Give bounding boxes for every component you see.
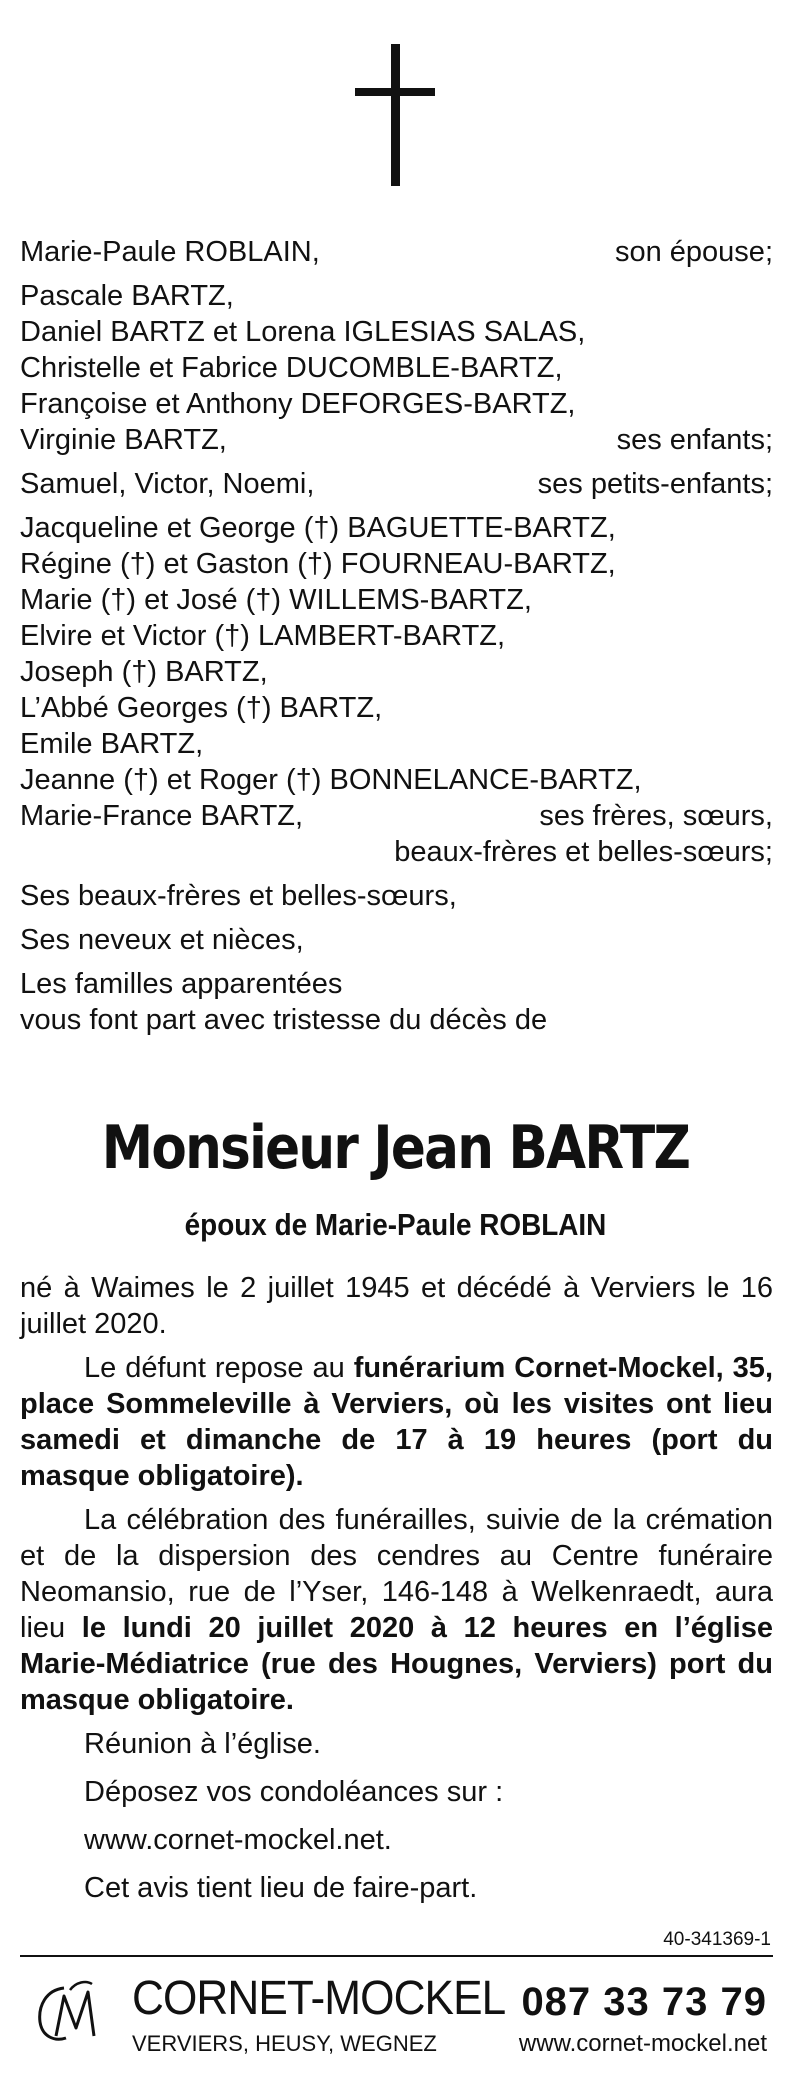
birth-death-line: né à Waimes le 2 juillet 1945 et décédé à Verviers le 16 juillet 2020.: [20, 1272, 773, 1340]
footer-website-link[interactable]: www.cornet-mockel.net: [518, 2030, 767, 2057]
family-name: Christelle et Fabrice DUCOMBLE-BARTZ,: [20, 352, 563, 384]
footer-divider: [20, 1955, 773, 1957]
family-line: [20, 466, 773, 502]
family-relation: ses frères, sœurs,: [539, 800, 773, 832]
family-list: [20, 234, 773, 1046]
family-name: Elvire et Victor (†) LAMBERT-BARTZ,: [20, 620, 506, 652]
family-line: [20, 582, 773, 618]
family-name: Françoise et Anthony DEFORGES-BARTZ,: [20, 388, 576, 420]
family-line: [20, 618, 773, 654]
family-name: Jeanne (†) et Roger (†) BONNELANCE-BARTZ,: [20, 764, 642, 796]
family-other: Ses neveux et nièces,: [20, 924, 304, 956]
family-line: [20, 314, 773, 350]
rest-intro: Le défunt repose au: [84, 1352, 354, 1384]
funeral-home-footer: [0, 1964, 791, 2074]
family-name: Pascale BARTZ,: [20, 280, 234, 312]
family-name: Daniel BARTZ et Lorena IGLESIAS SALAS,: [20, 316, 586, 348]
family-line: [20, 690, 773, 726]
rest-location: funérarium Cornet-Mockel, 35, place Sommeleville à Verviers, où les visites ont lieu samedi et dimanche de 17 à 19 heures (port du masque obligatoire).: [20, 1352, 773, 1492]
family-name: Marie-France BARTZ,: [20, 800, 304, 832]
family-name: Virginie BARTZ,: [20, 424, 227, 456]
funeral-intro: La célébration des funérailles, suivie de la crémation et de la dispersion des cendres au Centre funéraire Neomansio, rue de l’Yser, 146-148 à Welkenraedt, aura lieu: [20, 1504, 773, 1644]
family-relation: beaux-frères et belles-sœurs;: [394, 836, 773, 868]
family-name: Jacqueline et George (†) BAGUETTE-BARTZ,: [20, 512, 616, 544]
condolences-website[interactable]: www.cornet-mockel.net.: [84, 1824, 392, 1856]
family-line: [20, 546, 773, 582]
family-group-spouse: [20, 234, 773, 270]
family-group-children: [20, 278, 773, 458]
family-other: Les familles apparentées: [20, 968, 343, 1000]
family-relation: son épouse;: [614, 236, 773, 268]
family-name: Régine (†) et Gaston (†) FOURNEAU-BARTZ,: [20, 548, 616, 580]
family-group-siblings: [20, 510, 773, 870]
cm-logo-icon: [30, 1970, 110, 2050]
condolences-line: Déposez vos condoléances sur :: [84, 1776, 504, 1808]
phone-number[interactable]: 087 33 73 79: [521, 1980, 767, 2024]
family-relation: ses enfants;: [616, 424, 773, 456]
family-name: Marie-Paule ROBLAIN,: [20, 236, 320, 268]
family-line: [20, 350, 773, 386]
family-group-grandchildren: [20, 466, 773, 502]
family-line: [20, 762, 773, 798]
deceased-spouse: époux de Marie-Paule ROBLAIN: [184, 1207, 607, 1242]
family-line: [20, 278, 773, 314]
family-name: Joseph (†) BARTZ,: [20, 656, 268, 688]
family-line: [20, 422, 773, 458]
funeral-date-place: le lundi 20 juillet 2020 à 12 heures en l’église Marie-Médiatrice (rue des Hougnes, Verviers) port du masque obligatoire.: [20, 1612, 773, 1716]
meeting-line: Réunion à l’église.: [84, 1728, 321, 1760]
rest-paragraph: [20, 1350, 773, 1494]
brand-towns: VERVIERS, HEUSY, WEGNEZ: [132, 2031, 437, 2056]
family-line: [20, 386, 773, 422]
obituary-details: [20, 1270, 773, 1918]
funeral-paragraph: [20, 1502, 773, 1718]
family-line: [20, 510, 773, 546]
family-name: Emile BARTZ,: [20, 728, 204, 760]
family-line: [20, 654, 773, 690]
family-relation: ses petits-enfants;: [537, 468, 773, 500]
brand-name: CORNET-MOCKEL: [132, 1972, 506, 2025]
family-name: Marie (†) et José (†) WILLEMS-BARTZ,: [20, 584, 532, 616]
family-line: [20, 726, 773, 762]
family-line: [20, 834, 773, 870]
family-line: [20, 234, 773, 270]
family-other: Ses beaux-frères et belles-sœurs,: [20, 880, 457, 912]
family-name: L’Abbé Georges (†) BARTZ,: [20, 692, 383, 724]
family-name: Samuel, Victor, Noemi,: [20, 468, 315, 500]
cross-icon: [355, 44, 435, 186]
notice-line: Cet avis tient lieu de faire-part.: [84, 1872, 478, 1904]
family-line: [20, 798, 773, 834]
deceased-name: Monsieur Jean BARTZ: [101, 1113, 690, 1183]
announcement-line: vous font part avec tristesse du décès de: [20, 1004, 548, 1036]
reference-number: 40-341369-1: [663, 1929, 771, 1950]
